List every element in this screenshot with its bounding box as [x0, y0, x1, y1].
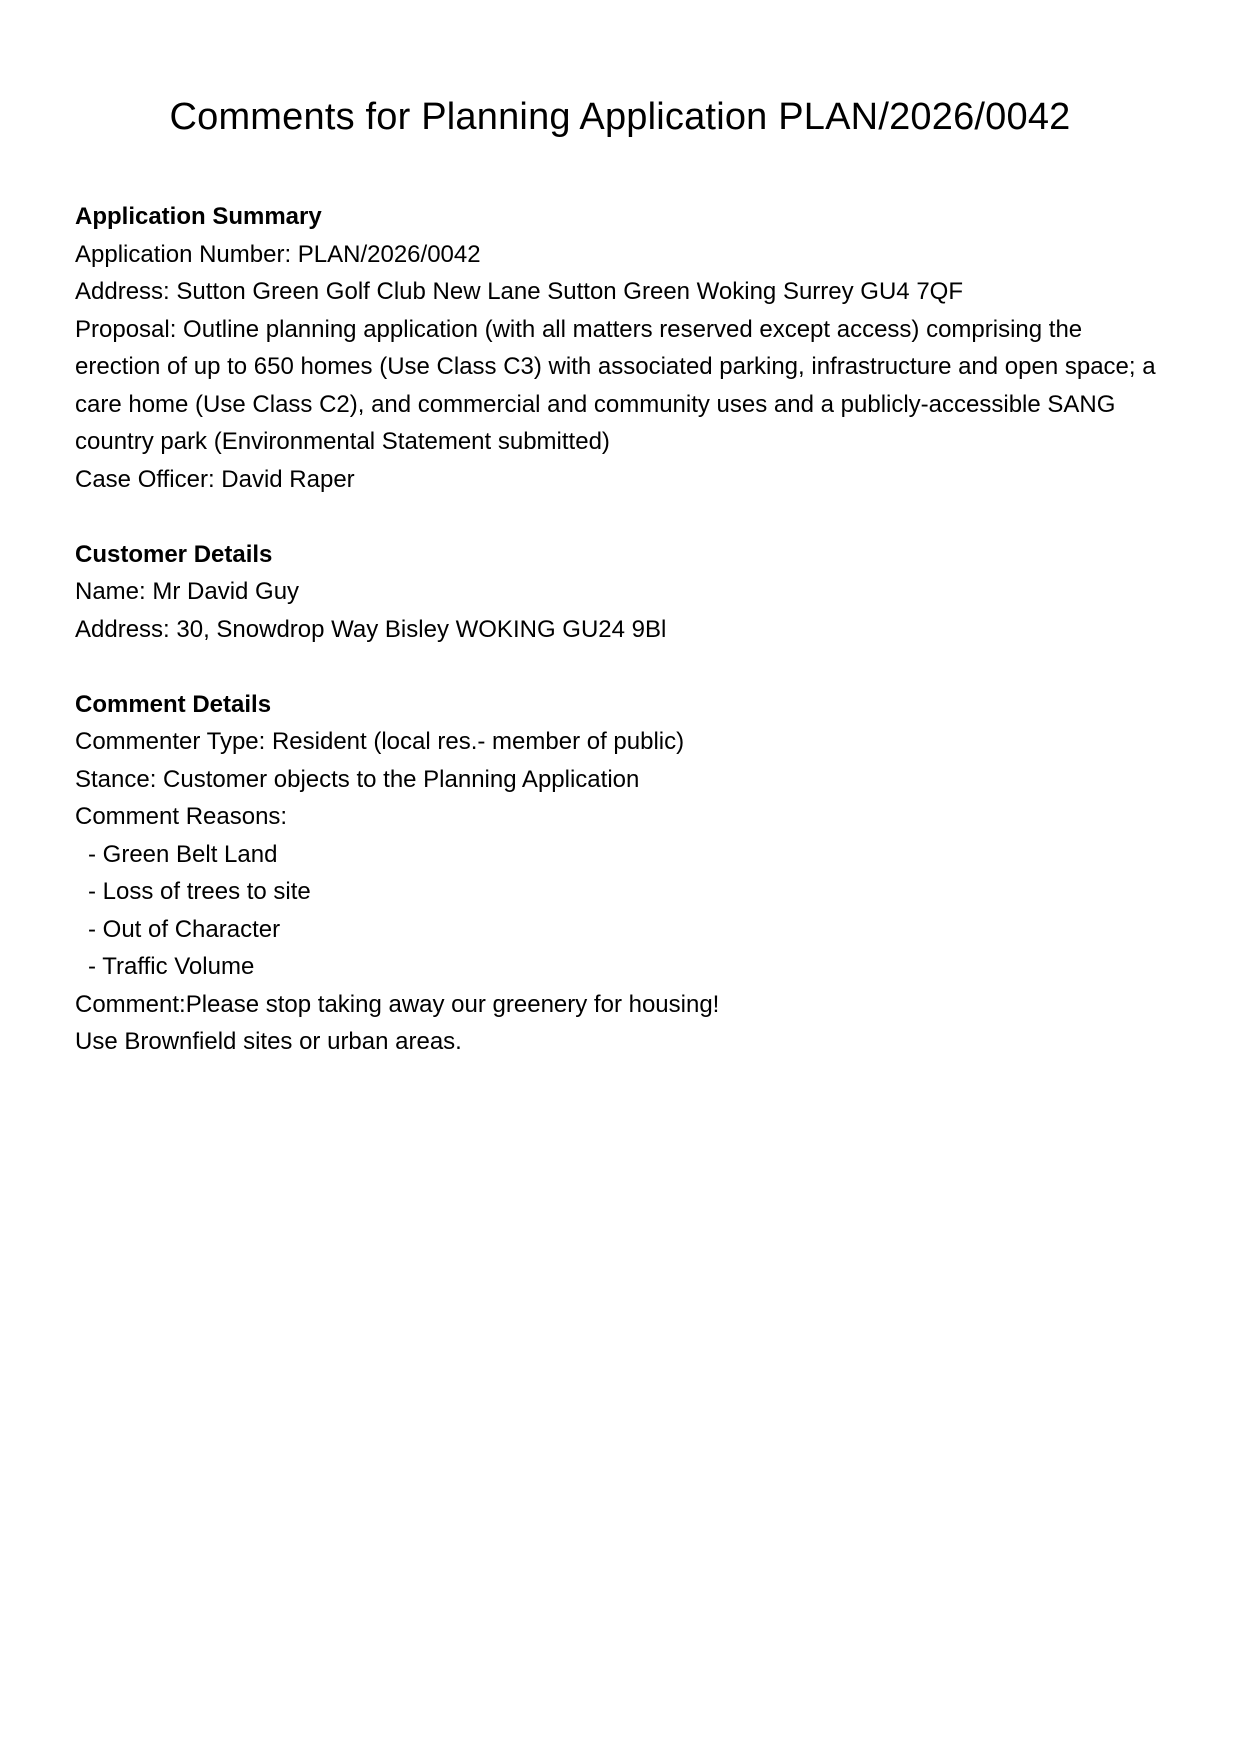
comment-text-line-2: Use Brownfield sites or urban areas.	[75, 1028, 462, 1055]
application-address: Address: Sutton Green Golf Club New Lane Sutton Green Woking Surrey GU4 7QF	[75, 278, 963, 305]
page-title: Comments for Planning Application PLAN/2026/0042	[169, 96, 1071, 138]
case-officer: Case Officer: David Raper	[75, 465, 355, 493]
application-summary-section	[75, 198, 1165, 498]
comment-reason-item: - Green Belt Land	[88, 840, 278, 868]
comment-details-heading: Comment Details	[75, 690, 272, 718]
comment-reasons-list	[75, 836, 1165, 986]
comment-reason-item: - Out of Character	[88, 915, 281, 943]
comment-reason-item: - Traffic Volume	[88, 953, 255, 980]
section-spacer	[75, 648, 1165, 686]
application-proposal: Proposal: Outline planning application (with all matters reserved except access) comprising the erection of up to 650 homes (Use Class C3) with associated parking, infrastructure and open space; a care home (Use Class C2), and commercial and community uses and a publicly-accessible SANG country park (Environmental Statement submitted)	[75, 315, 1163, 455]
application-number: Application Number: PLAN/2026/0042	[75, 240, 481, 268]
document-body	[75, 198, 1165, 1061]
customer-address: Address: 30, Snowdrop Way Bisley WOKING GU24 9Bl	[75, 615, 667, 643]
customer-details-heading: Customer Details	[75, 540, 273, 568]
customer-details-section	[75, 536, 1165, 649]
customer-name: Name: Mr David Guy	[75, 578, 300, 605]
comment-reasons-label: Comment Reasons:	[75, 803, 288, 830]
application-summary-heading: Application Summary	[75, 203, 322, 230]
stance: Stance: Customer objects to the Planning Application	[75, 765, 640, 793]
section-spacer	[75, 498, 1165, 536]
comment-reason-item: - Loss of trees to site	[88, 878, 311, 905]
commenter-type: Commenter Type: Resident (local res.- member of public)	[75, 728, 685, 755]
comment-text-line-1: Comment:Please stop taking away our greenery for housing!	[75, 990, 720, 1018]
comment-details-section	[75, 686, 1165, 1061]
